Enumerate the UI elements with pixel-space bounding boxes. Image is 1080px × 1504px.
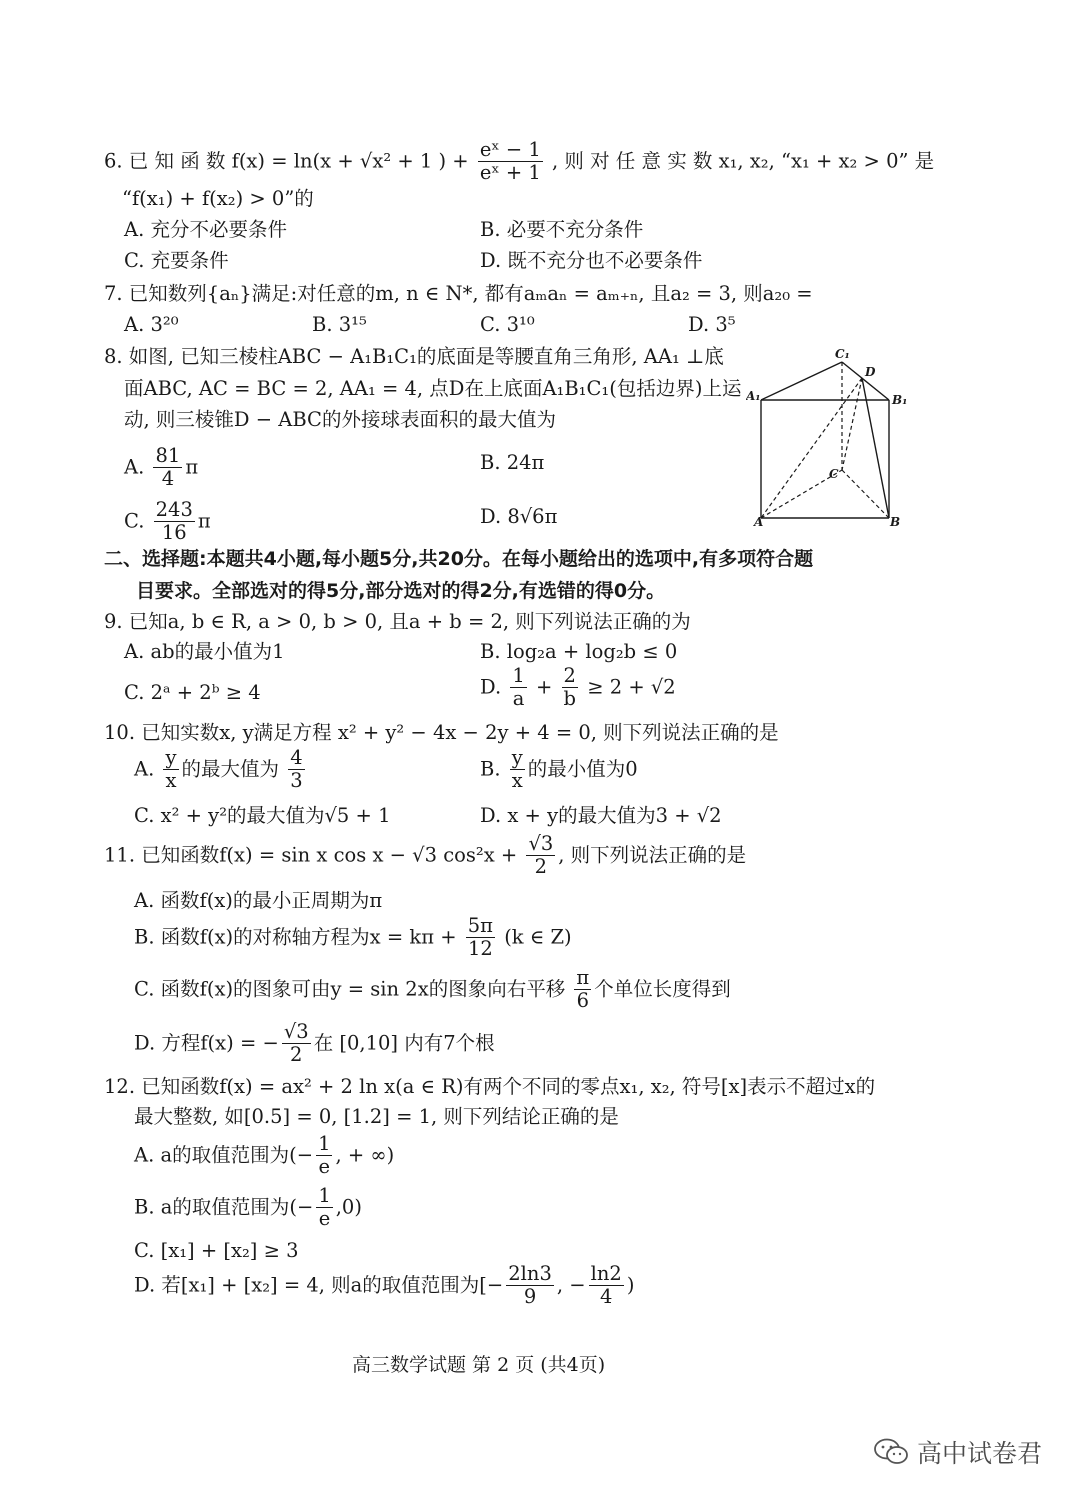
q12-option-c: C. [x₁] + [x₂] ≥ 3 xyxy=(134,1239,299,1262)
prism-figure xyxy=(746,344,916,534)
q7-option-b: B. 3¹⁵ xyxy=(312,313,367,336)
section2-heading-line2: 目要求。全部选对的得5分,部分选对的得2分,有选错的得0分。 xyxy=(136,580,666,602)
watermark xyxy=(873,1434,1042,1470)
q10-option-d: D. x + y的最大值为3 + √2 xyxy=(480,804,722,827)
q11-option-c: C. 函数f(x)的图象可由y = sin 2x的图象向右平移 $\frac{\pi}{6}$ 个单位长度得到 xyxy=(134,966,731,1013)
wechat-icon xyxy=(873,1437,909,1467)
q8-stem-line2: 面ABC, AC = BC = 2, AA₁ = 4, 点D在上底面A₁B₁C₁(包括边界)上运 xyxy=(124,377,742,400)
watermark-text: 高中试卷君 xyxy=(916,1439,1042,1468)
q10-option-a: A. $\frac{y}{x}$ 的最大值为 $\frac{4}{3}$ xyxy=(134,746,303,793)
q11-option-a: A. 函数f(x)的最小正周期为π xyxy=(134,889,383,912)
q11-option-d: D. 方程f(x) = − $\frac{√3}{2}$ 在 [0,10] 内有7个根 xyxy=(134,1020,495,1067)
q7-option-a: A. 3²⁰ xyxy=(124,313,179,336)
q7-stem: 7. 已知数列{aₙ}满足:对任意的m, n ∈ N*, 都有aₘaₙ = aₘ₊ₙ, 且a₂ = 3, 则a₂₀ = xyxy=(104,282,813,305)
q12-option-b: B. a的取值范围为(− $\frac{1}{e}$ ,0) xyxy=(134,1184,362,1231)
q8-option-a: A. $\frac{81}{4}$ π xyxy=(124,444,199,491)
q7-option-c: C. 3¹⁰ xyxy=(480,313,535,336)
q12-stem-line1: 12. 已知函数f(x) = ax² + 2 ln x(a ∈ R)有两个不同的零点x₁, x₂, 符号[x]表示不超过x的 xyxy=(104,1075,876,1098)
label-a: A xyxy=(754,515,764,529)
q6-fraction: $\frac{\text{eˣ − 1}}{\text{eˣ + 1}}$ xyxy=(479,138,541,185)
q7-option-d: D. 3⁵ xyxy=(688,313,736,336)
q6-stem-line2: “f(x₁) + f(x₂) > 0”的 xyxy=(122,187,314,210)
label-a1: A₁ xyxy=(746,389,761,403)
q9-stem: 9. 已知a, b ∈ R, a > 0, b > 0, 且a + b = 2, 则下列说法正确的为 xyxy=(104,610,691,633)
q6-option-d: D. 既不充分也不必要条件 xyxy=(480,249,703,272)
q9-option-d: D. $\frac{1}{a}$ + $\frac{2}{b}$ ≥ 2 + √2 xyxy=(480,664,676,711)
q8-stem-line3: 动, 则三棱锥D − ABC的外接球表面积的最大值为 xyxy=(124,408,556,431)
q6-stem: 6. 已 知 函 数 f(x) = ln(x + √x² + 1 ) + $\frac{\text{eˣ − 1}}{\text{eˣ + 1}}$ , 则 对 任 意 实 数 x₁, x₂, “x₁ + x₂ > 0” 是 xyxy=(104,138,935,185)
label-b1: B₁ xyxy=(892,393,908,407)
q6-option-b: B. 必要不充分条件 xyxy=(480,218,644,241)
q11-stem: 11. 已知函数f(x) = sin x cos x − √3 cos²x + $\frac{√3}{2}$ , 则下列说法正确的是 xyxy=(104,832,747,879)
q10-option-b: B. $\frac{y}{x}$ 的最小值为0 xyxy=(480,746,638,793)
q8-stem-line1: 8. 如图, 已知三棱柱ABC − A₁B₁C₁的底面是等腰直角三角形, AA₁ ⊥底 xyxy=(104,345,724,368)
q9-option-c: C. 2ᵃ + 2ᵇ ≥ 4 xyxy=(124,681,261,704)
section2-heading-line1: 二、选择题:本题共4小题,每小题5分,共20分。在每小题给出的选项中,有多项符合题 xyxy=(104,548,814,570)
label-d: D xyxy=(865,365,876,379)
label-b: B xyxy=(890,515,901,529)
q9-option-a: A. ab的最小值为1 xyxy=(124,640,285,663)
q8-option-d: D. 8√6π xyxy=(480,505,558,528)
q10-option-c: C. x² + y²的最大值为√5 + 1 xyxy=(134,804,391,827)
q8-option-b: B. 24π xyxy=(480,451,545,474)
q12-option-d: D. 若[x₁] + [x₂] = 4, 则a的取值范围为[− $\frac{2\ln 3}{9}$ , − $\frac{\ln 2}{4}$ ) xyxy=(134,1262,635,1309)
label-c1: C₁ xyxy=(835,347,850,361)
label-c: C xyxy=(829,467,839,481)
q6-option-c: C. 充要条件 xyxy=(124,249,229,272)
q12-option-a: A. a的取值范围为(− $\frac{1}{e}$ , + ∞) xyxy=(134,1132,395,1179)
page-footer: 高三数学试题 第 2 页 (共4页) xyxy=(352,1354,606,1376)
q9-option-b: B. log₂a + log₂b ≤ 0 xyxy=(480,640,678,663)
q10-stem: 10. 已知实数x, y满足方程 x² + y² − 4x − 2y + 4 = 0, 则下列说法正确的是 xyxy=(104,721,779,744)
q6-option-a: A. 充分不必要条件 xyxy=(124,218,287,241)
q8-option-c: C. $\frac{243}{16}$ π xyxy=(124,498,211,545)
q11-option-b: B. 函数f(x)的对称轴方程为x = kπ + $\frac{5\pi}{12}$ (k ∈ Z) xyxy=(134,914,572,961)
q12-stem-line2: 最大整数, 如[0.5] = 0, [1.2] = 1, 则下列结论正确的是 xyxy=(134,1105,619,1128)
